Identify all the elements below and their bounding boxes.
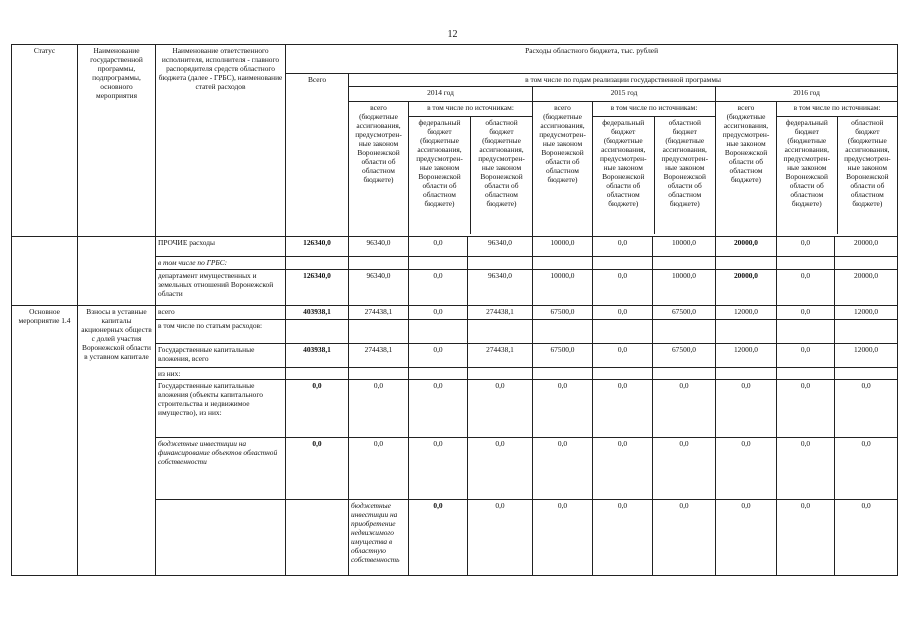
header-2015-by-sources: в том числе по источникам: xyxy=(593,102,715,117)
header-2014-federal: федеральный бюджет (бюджетные ассигнования, предусмотрен-ные законом Воронежской области об областном бюджете) xyxy=(409,117,471,234)
row-value: 12000,0 xyxy=(716,306,777,320)
row-value: 0,0 xyxy=(835,500,898,576)
row-value: 0,0 xyxy=(777,500,835,576)
row-value: 20000,0 xyxy=(716,237,777,257)
row-item: департамент имущественных и земельных отношений Воронежской области xyxy=(156,270,286,306)
row-value: 0,0 xyxy=(409,500,468,576)
row-item: всего xyxy=(156,306,286,320)
row-value: 67500,0 xyxy=(653,344,716,368)
header-executor-name: Наименование ответственного исполнителя, исполнителя - главного распорядителя средств областного бюджета (далее - ГРБС), наименование статей расходов xyxy=(156,45,286,237)
header-2016-by-sources: в том числе по источникам: xyxy=(777,102,897,117)
row-value: 0,0 xyxy=(409,270,468,306)
budget-table xyxy=(11,44,898,576)
row-item: в том числе по статьям расходов: xyxy=(156,320,286,344)
header-2015-regional: областной бюджет (бюджетные ассигнования, предусмотрен-ные законом Воронежской области об областном бюджете) xyxy=(661,118,709,209)
row-value: 274438,1 xyxy=(468,306,533,320)
row-value: 0,0 xyxy=(777,306,835,320)
row-value: 96340,0 xyxy=(349,270,409,306)
row-item: Государственные капитальные вложения, всего xyxy=(156,344,286,368)
row-value: 403938,1 xyxy=(286,306,349,320)
header-year-2015: 2015 год xyxy=(533,87,716,102)
header-2014-by-sources: в том числе по источникам: xyxy=(409,102,532,117)
row-value: 0,0 xyxy=(349,380,409,438)
row-value: 0,0 xyxy=(533,380,593,438)
row-value: 0,0 xyxy=(593,344,653,368)
row-value: 0,0 xyxy=(349,438,409,500)
row-value: 10000,0 xyxy=(533,270,593,306)
row-item: из них: xyxy=(156,368,286,380)
row-value: 12000,0 xyxy=(835,306,898,320)
row-value: 0,0 xyxy=(653,438,716,500)
row-value: 0,0 xyxy=(716,500,777,576)
row-item: Государственные капитальные вложения (объекты капитального строительства и недвижимое имущество), из них: xyxy=(156,380,286,438)
row-value: 0,0 xyxy=(286,438,349,500)
page-number: 12 xyxy=(447,29,458,40)
header-year-2014: 2014 год xyxy=(349,87,533,102)
row-value: 274438,1 xyxy=(349,306,409,320)
header-2016-sources xyxy=(777,102,898,237)
row-value: 20000,0 xyxy=(835,237,898,257)
header-2014-regional: областной бюджет (бюджетные ассигнования, предусмотрен-ные законом Воронежской области об областном бюджете) xyxy=(478,118,525,209)
row-value: 0,0 xyxy=(286,380,349,438)
header-year-2016: 2016 год xyxy=(716,87,898,102)
header-2015-federal: федеральный бюджет (бюджетные ассигнования, предусмотрен-ные законом Воронежской области об областном бюджете) xyxy=(593,117,655,234)
row-value: 0,0 xyxy=(468,500,533,576)
row-value: 126340,0 xyxy=(286,237,349,257)
row-program-empty xyxy=(78,237,156,306)
row-item: бюджетные инвестиции на приобретение недвижимого имущества в областную собственность xyxy=(349,500,409,576)
row-value: 96340,0 xyxy=(468,237,533,257)
row-value: 0,0 xyxy=(409,438,468,500)
header-2014-total: всего (бюджетные ассигнования, предусмотрен-ные законом Воронежской области об областном бюджете) xyxy=(349,102,409,237)
row-value: 96340,0 xyxy=(349,237,409,257)
row-value: 0,0 xyxy=(468,438,533,500)
row-program: Взносы в уставные капиталы акционерных обществ с долей участия Воронежской области в уставном капитале xyxy=(78,306,156,576)
row-value: 0,0 xyxy=(777,344,835,368)
row-value: 0,0 xyxy=(653,380,716,438)
row-value: 0,0 xyxy=(777,380,835,438)
row-value: 67500,0 xyxy=(533,344,593,368)
row-value: 12000,0 xyxy=(835,344,898,368)
row-item: в том числе по ГРБС: xyxy=(156,257,286,270)
row-value: 274438,1 xyxy=(468,344,533,368)
row-value: 0,0 xyxy=(468,380,533,438)
row-value: 403938,1 xyxy=(286,344,349,368)
row-value: 0,0 xyxy=(835,438,898,500)
row-value: 10000,0 xyxy=(653,237,716,257)
row-value: 96340,0 xyxy=(468,270,533,306)
header-program-name: Наименование государственной программы, подпрограммы, основного мероприятия xyxy=(78,45,156,237)
row-value: 0,0 xyxy=(409,237,468,257)
row-value: 0,0 xyxy=(409,380,468,438)
header-2015-total: всего (бюджетные ассигнования, предусмотрен-ные законом Воронежской области об областном бюджете) xyxy=(533,102,593,237)
row-status: Основное мероприятие 1.4 xyxy=(12,306,78,576)
header-status: Статус xyxy=(12,45,78,237)
header-2016-total: всего (бюджетные ассигнования, предусмотрен-ные законом Воронежской области об областном бюджете) xyxy=(716,102,777,237)
row-value: 0,0 xyxy=(653,500,716,576)
row-value: 0,0 xyxy=(593,438,653,500)
row-value: 0,0 xyxy=(777,237,835,257)
row-value: 126340,0 xyxy=(286,270,349,306)
row-value: 0,0 xyxy=(593,270,653,306)
row-value: 10000,0 xyxy=(653,270,716,306)
header-2014-sources xyxy=(409,102,533,237)
row-value: 0,0 xyxy=(716,438,777,500)
row-value: 10000,0 xyxy=(533,237,593,257)
row-value: 0,0 xyxy=(716,380,777,438)
header-2016-regional: областной бюджет (бюджетные ассигнования, предусмотрен-ные законом Воронежской области об областном бюджете) xyxy=(844,118,891,209)
table-row xyxy=(12,306,898,320)
row-value: 0,0 xyxy=(593,237,653,257)
row-value: 67500,0 xyxy=(533,306,593,320)
row-value: 0,0 xyxy=(835,380,898,438)
row-value: 0,0 xyxy=(409,344,468,368)
row-value: 20000,0 xyxy=(716,270,777,306)
row-value: 0,0 xyxy=(593,306,653,320)
header-2016-federal: федеральный бюджет (бюджетные ассигнования, предусмотрен-ные законом Воронежской области об областном бюджете) xyxy=(777,117,838,234)
row-value: 0,0 xyxy=(593,500,653,576)
row-item: ПРОЧИЕ расходы xyxy=(156,237,286,257)
row-value: 274438,1 xyxy=(349,344,409,368)
row-value: 67500,0 xyxy=(653,306,716,320)
row-value: 20000,0 xyxy=(835,270,898,306)
header-2015-sources xyxy=(593,102,716,237)
row-value: 0,0 xyxy=(533,500,593,576)
row-value: 0,0 xyxy=(593,380,653,438)
row-value: 0,0 xyxy=(533,438,593,500)
row-value: 0,0 xyxy=(777,438,835,500)
header-total: Всего xyxy=(286,74,349,237)
row-status-empty xyxy=(12,237,78,306)
header-by-years: в том числе по годам реализации государственной программы xyxy=(349,74,898,87)
header-expenses: Расходы областного бюджета, тыс. рублей xyxy=(286,45,898,74)
row-value: 12000,0 xyxy=(716,344,777,368)
row-status-cont xyxy=(156,500,286,576)
row-value: 0,0 xyxy=(777,270,835,306)
row-item: бюджетные инвестиции на финансирование объектов областной собственности xyxy=(156,438,286,500)
row-program-cont xyxy=(286,500,349,576)
row-value: 0,0 xyxy=(409,306,468,320)
table-row xyxy=(12,237,898,257)
